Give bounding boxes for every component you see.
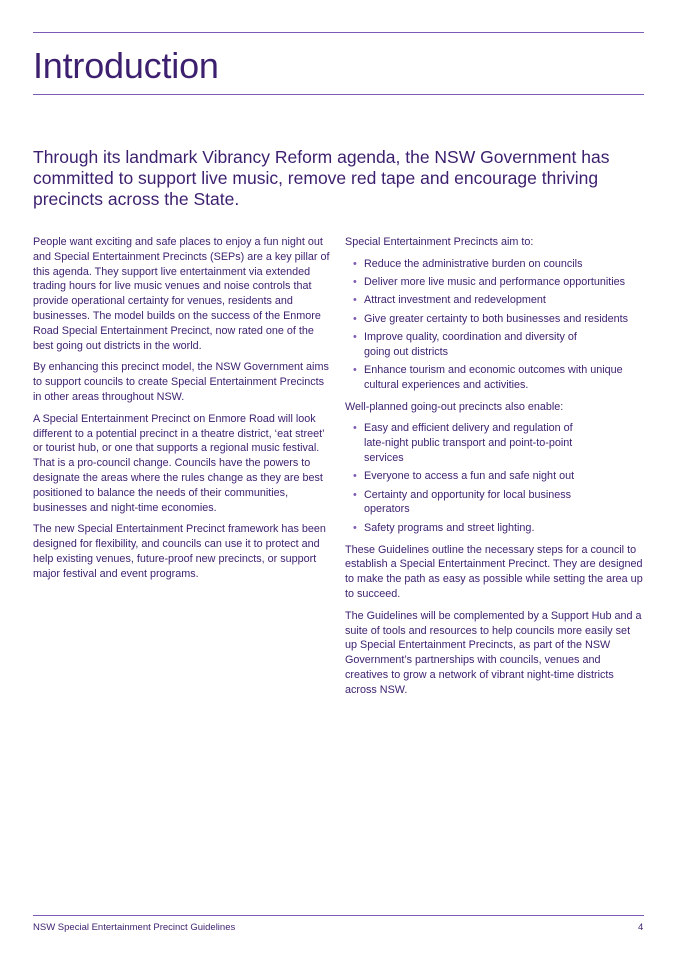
top-rule (33, 32, 644, 33)
enable-list (345, 421, 645, 535)
bullet-icon: • (353, 312, 357, 325)
list-item-text: Attract investment and redevelopment (364, 294, 546, 307)
list-item (345, 275, 645, 290)
list-item-text: Everyone to access a fun and safe night out (364, 470, 575, 483)
list-item (345, 257, 645, 272)
list-item (345, 293, 645, 308)
list-item-text: Give greater certainty to both businesses and residents (364, 312, 629, 325)
body-paragraph: These Guidelines outline the necessary steps for a council to establish a Special Entertainment Precinct. They are designed to make the path as easy as possible while setting the area up to succeed. (345, 543, 643, 600)
right-column (345, 235, 645, 705)
footer-rule (33, 915, 644, 916)
list-item (345, 330, 604, 360)
page-number: 4 (638, 922, 644, 933)
list-item-text: Deliver more live music and performance opportunities (364, 276, 626, 289)
enable-intro: Well-planned going-out precincts also enable: (345, 400, 564, 413)
aims-list (345, 257, 645, 393)
left-column (33, 235, 333, 589)
list-item (345, 488, 574, 518)
bullet-icon: • (353, 488, 357, 501)
list-item (345, 469, 645, 484)
bullet-icon: • (353, 257, 357, 270)
list-item (345, 363, 634, 393)
page-title: Introduction (33, 45, 219, 86)
list-item-text: Improve quality, coordination and diversity of going out districts (364, 330, 577, 358)
list-item-text: Easy and efficient delivery and regulation of late-night public transport and point-to-point services (364, 422, 573, 465)
list-item (345, 312, 645, 327)
lead-paragraph: Through its landmark Vibrancy Reform agenda, the NSW Government has committed to support live music, remove red tape and encourage thriving precincts across the State. (33, 147, 610, 209)
body-paragraph: The new Special Entertainment Precinct framework has been designed for flexibility, and councils can use it to protect and help existing venues, future-proof new precincts, or support major festival and event programs. (33, 523, 326, 580)
body-paragraph: By enhancing this precinct model, the NSW Government aims to support councils to create Special Entertainment Precincts in other areas throughout NSW. (33, 361, 329, 403)
body-paragraph: People want exciting and safe places to enjoy a fun night out and Special Entertainment Precincts (SEPs) are a key pillar of this agenda. They support live entertainment via extended trading hours for live music venues and noise controls that provide operational certainty for venues, residents and businesses. The model builds on the success of the Enmore Road Special Entertainment Precinct, now rated one of the best going out districts in the world. (33, 236, 330, 352)
body-paragraph: A Special Entertainment Precinct on Enmore Road will look different to a potential precinct in a theatre district, ‘eat street’ or tourist hub, or one that supports a regional music festival. That is a pro-council change. Councils have the powers to designate the areas where the rules change as they are best positioned to balance the needs of their communities, businesses and night-time economies. (33, 412, 325, 514)
list-item-text: Enhance tourism and economic outcomes with unique cultural experiences and activities. (364, 364, 623, 391)
bullet-icon: • (353, 521, 357, 534)
list-item-text: Safety programs and street lighting. (364, 521, 535, 534)
list-item (345, 421, 584, 465)
bullet-icon: • (353, 330, 357, 343)
aims-intro: Special Entertainment Precincts aim to: (345, 236, 534, 248)
list-item-text: Reduce the administrative burden on councils (364, 257, 583, 270)
bullet-icon: • (353, 422, 357, 435)
title-underline-rule (33, 94, 644, 95)
bullet-icon: • (353, 364, 357, 377)
body-paragraph: The Guidelines will be complemented by a Support Hub and a suite of tools and resources to help councils more easily set up Special Entertainment Precincts, as part of the NSW Government’s partnerships with councils, venues and creatives to grow a network of vibrant night-time districts across NSW. (345, 609, 642, 696)
footer-doc-title: NSW Special Entertainment Precinct Guidelines (33, 922, 236, 933)
list-item-text: Certainty and opportunity for local business operators (364, 488, 572, 516)
list-item (345, 521, 645, 536)
bullet-icon: • (353, 294, 357, 307)
bullet-icon: • (353, 470, 357, 483)
bullet-icon: • (353, 276, 357, 289)
